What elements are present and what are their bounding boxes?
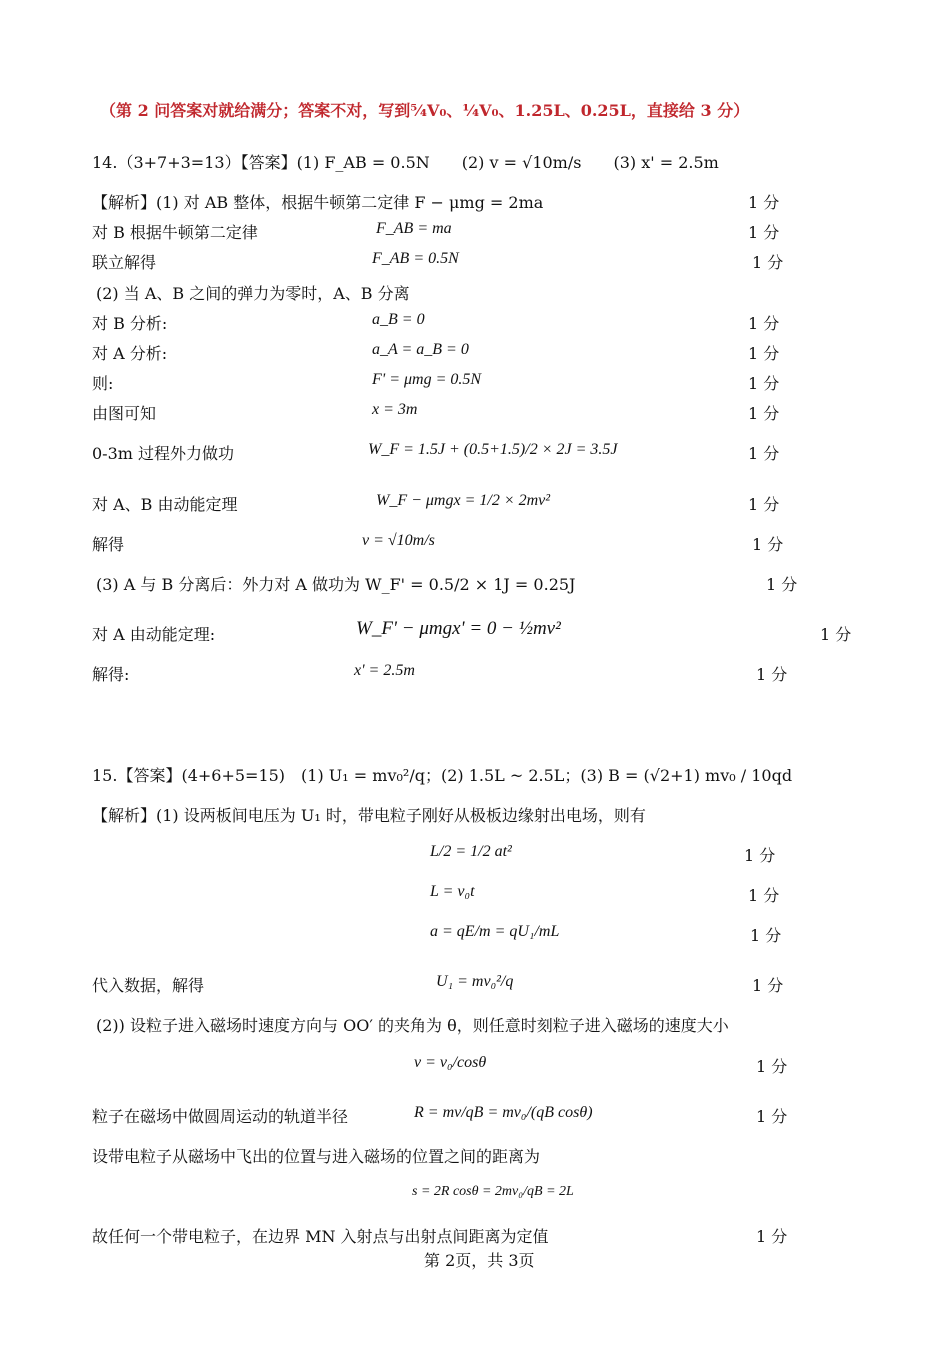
q15-header: 15.【答案】(4+6+5=15) (1) U₁ = mv₀²/q；(2) 1.5L ~ 2.5L；(3) B = (√2+1) mv₀ / 10qd xyxy=(92,766,793,785)
q14-header: 14.（3+7+3=13）【答案】(1) F_AB = 0.5N (2) v = √10m/s (3) x' = 2.5m xyxy=(92,153,719,172)
q15-eq1-score: 1 分 xyxy=(744,846,776,865)
q14-row-2-label: 对 B 根据牛顿第二定律 xyxy=(92,223,258,242)
q14-row-13-score: 1 分 xyxy=(820,625,852,644)
q14-row-1-score: 1 分 xyxy=(748,193,780,212)
q14-row-4-label: (2) 当 A、B 之间的弹力为零时，A、B 分离 xyxy=(96,284,410,303)
q15-part2-intro: (2)) 设粒子进入磁场时速度方向与 OO′ 的夹角为 θ，则任意时刻粒子进入磁场的速度大小 xyxy=(96,1016,729,1035)
q15-eq3-score: 1 分 xyxy=(750,926,782,945)
q14-row-9-formula: W_F = 1.5J + (0.5+1.5)/2 × 2J = 3.5J xyxy=(368,441,618,458)
q14-row-13-label: 对 A 由动能定理: xyxy=(92,625,216,644)
q14-row-9-label: 0-3m 过程外力做功 xyxy=(92,444,235,463)
q14-row-7-formula: F' = μmg = 0.5N xyxy=(372,371,482,388)
q14-row-9-score: 1 分 xyxy=(748,444,780,463)
q14-row-12-label: (3) A 与 B 分离后：外力对 A 做功为 W_F' = 0.5/2 × 1J = 0.25J xyxy=(96,575,576,594)
q14-row-8-formula: x = 3m xyxy=(372,401,418,418)
q14-row-6-label: 对 A 分析: xyxy=(92,344,168,363)
q14-row-7-label: 则: xyxy=(92,374,114,393)
q15-eq6: R = mv/qB = mv₀/(qB cosθ) xyxy=(414,1104,593,1121)
q14-row-11-formula: v = √10m/s xyxy=(362,532,435,549)
q15-eq5: v = v₀/cosθ xyxy=(414,1054,487,1071)
q15-conclusion: 故任何一个带电粒子，在边界 MN 入射点与出射点间距离为定值 xyxy=(92,1227,549,1246)
q15-eq7-label: 设带电粒子从磁场中飞出的位置与进入磁场的位置之间的距离为 xyxy=(92,1147,541,1166)
q15-eq4: U₁ = mv₀²/q xyxy=(436,973,514,990)
q14-row-3-formula: F_AB = 0.5N xyxy=(372,250,459,267)
q14-row-10-score: 1 分 xyxy=(748,495,780,514)
q15-eq1: L/2 = 1/2 at² xyxy=(430,843,512,860)
q15-analysis-intro: 【解析】(1) 设两板间电压为 U₁ 时，带电粒子刚好从极板边缘射出电场，则有 xyxy=(92,806,646,825)
q14-row-6-formula: a_A = a_B = 0 xyxy=(372,341,469,358)
q14-row-13-formula: W_F' − μmgx' = 0 − ½mv² xyxy=(356,618,561,639)
q15-eq5-score: 1 分 xyxy=(756,1057,788,1076)
q14-row-11-label: 解得 xyxy=(92,535,125,554)
q14-row-3-score: 1 分 xyxy=(752,253,784,272)
q14-row-10-label: 对 A、B 由动能定理 xyxy=(92,495,238,514)
q14-row-14-score: 1 分 xyxy=(756,665,788,684)
q14-row-5-score: 1 分 xyxy=(748,314,780,333)
q14-row-5-formula: a_B = 0 xyxy=(372,311,425,328)
q15-eq6-label: 粒子在磁场中做圆周运动的轨道半径 xyxy=(92,1107,349,1126)
q15-eq2-score: 1 分 xyxy=(748,886,780,905)
q15-eq2: L = v₀t xyxy=(430,883,475,900)
q14-row-5-label: 对 B 分析: xyxy=(92,314,168,333)
q14-row-7-score: 1 分 xyxy=(748,374,780,393)
q14-row-1-label: 【解析】(1) 对 AB 整体，根据牛顿第二定律 F − μmg = 2ma xyxy=(92,193,544,212)
q14-row-8-score: 1 分 xyxy=(748,404,780,423)
page-footer: 第 2页，共 3页 xyxy=(424,1251,535,1270)
q15-eq4-score: 1 分 xyxy=(752,976,784,995)
q15-eq7: s = 2R cosθ = 2mv₀/qB = 2L xyxy=(412,1184,574,1199)
q14-row-11-score: 1 分 xyxy=(752,535,784,554)
q14-row-6-score: 1 分 xyxy=(748,344,780,363)
grading-note: （第 2 问答案对就给满分；答案不对，写到⁵⁄₄V₀、¹⁄₄V₀、1.25L、0.25L，直接给 3 分） xyxy=(100,101,750,120)
q15-eq3: a = qE/m = qU₁/mL xyxy=(430,923,560,940)
q15-eq4-label: 代入数据，解得 xyxy=(92,976,205,995)
q15-conclusion-score: 1 分 xyxy=(756,1227,788,1246)
q14-row-3-label: 联立解得 xyxy=(92,253,157,272)
q14-row-10-formula: W_F − μmgx = 1/2 × 2mv² xyxy=(376,492,551,509)
q14-row-12-score: 1 分 xyxy=(766,575,798,594)
q14-row-14-label: 解得: xyxy=(92,665,130,684)
q14-row-14-formula: x' = 2.5m xyxy=(354,662,415,679)
q15-eq6-score: 1 分 xyxy=(756,1107,788,1126)
q14-row-8-label: 由图可知 xyxy=(92,404,157,423)
q14-row-2-score: 1 分 xyxy=(748,223,780,242)
q14-row-2-formula: F_AB = ma xyxy=(376,220,452,237)
